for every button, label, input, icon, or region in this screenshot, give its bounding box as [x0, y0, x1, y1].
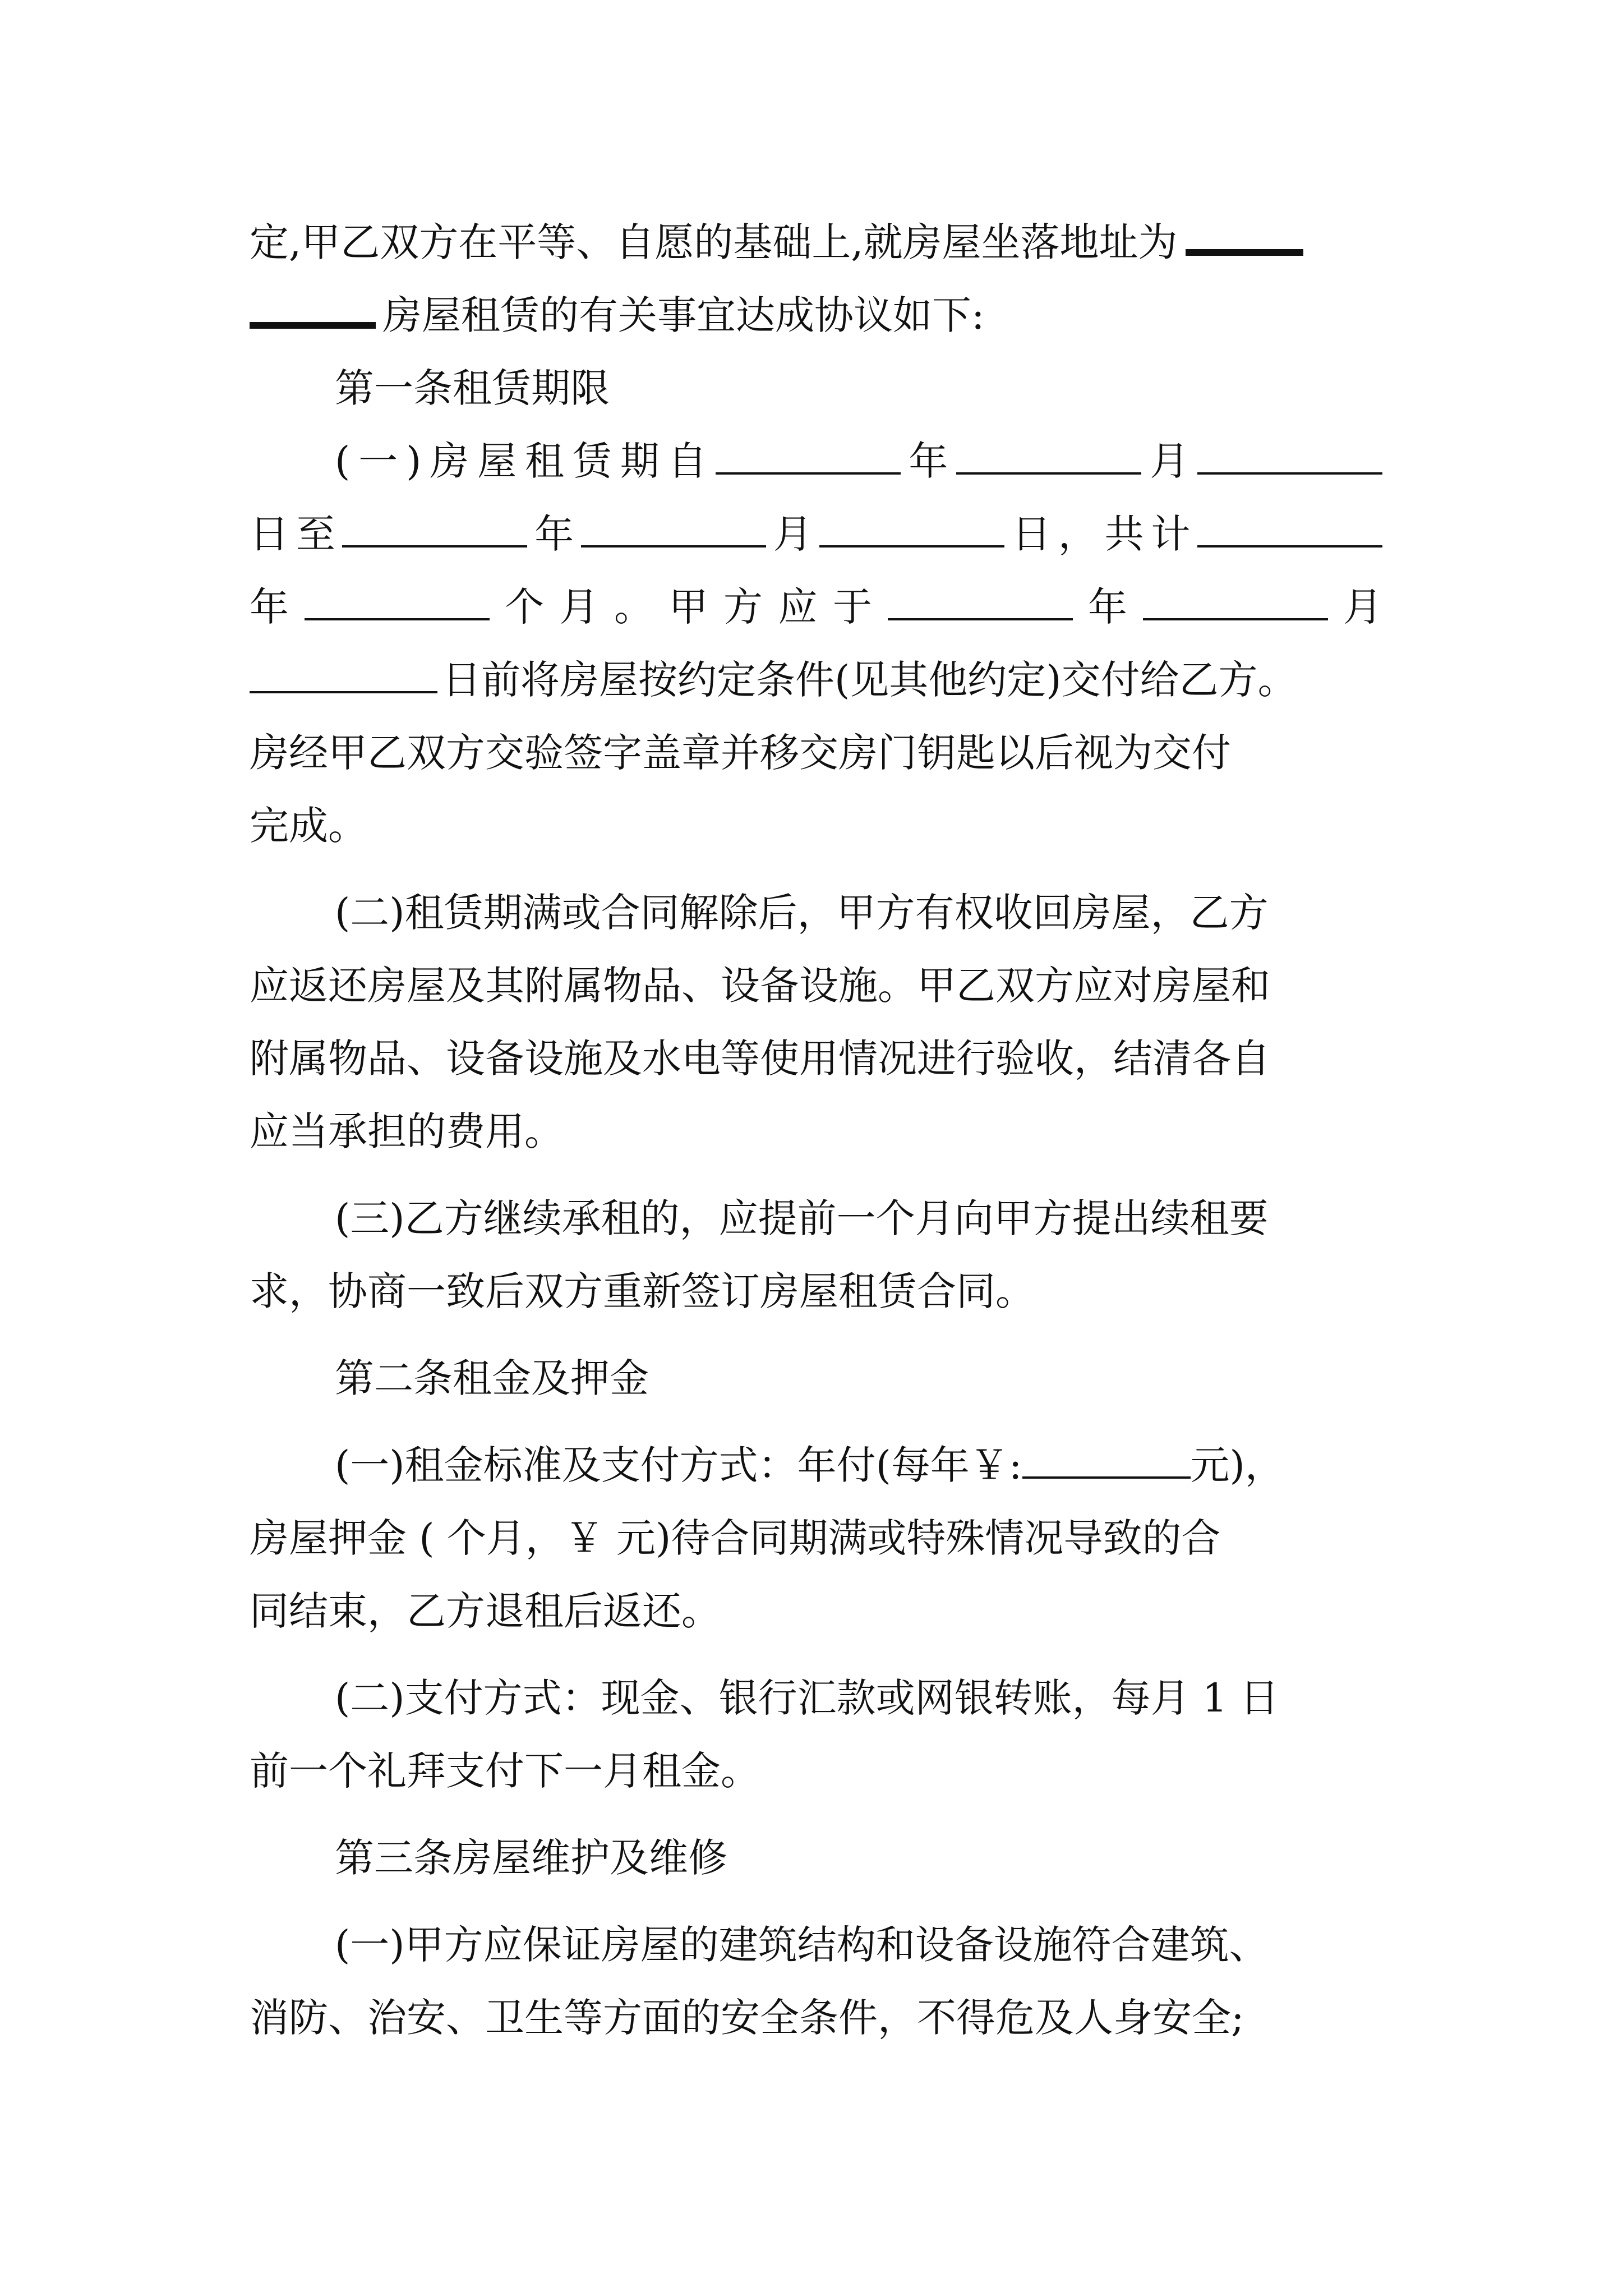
- date-blank: [819, 512, 1004, 547]
- paragraph-line: (一)租金标准及支付方式：年付(每年￥: 元)，: [335, 1442, 1284, 1488]
- paragraph-line: 应当承担的费用。: [250, 1108, 564, 1154]
- line-text: 定,甲乙双方在平等、自愿的基础上,就房屋坐落地址为: [250, 219, 1178, 265]
- duration-blank: [305, 585, 490, 620]
- date-blank: [1143, 585, 1328, 620]
- paragraph-line: 附属物品、设备设施及水电等使用情况进行验收，结清各自: [250, 1036, 1270, 1082]
- paragraph-line: (一)甲方应保证房屋的建筑结构和设备设施符合建筑、: [335, 1922, 1269, 1968]
- paragraph-line: (二)支付方式：现金、银行汇款或网银转账，每月 1 日: [335, 1675, 1279, 1721]
- date-blank: [342, 512, 527, 547]
- address-blank: [250, 288, 376, 329]
- date-blank: [888, 585, 1073, 620]
- paragraph-line: 年 个月。甲方应于 年 月: [250, 584, 1382, 630]
- article-heading: 第二条租金及押金: [335, 1355, 649, 1401]
- paragraph-line: [250, 215, 1382, 269]
- paragraph-line: (一)房屋租赁期自 年 月: [335, 434, 1382, 488]
- paragraph-line: 日前将房屋按约定条件(见其他约定)交付给乙方。: [250, 653, 1382, 707]
- duration-blank: [1197, 512, 1382, 547]
- paragraph-line: (二)租赁期满或合同解除后，甲方有权收回房屋，乙方: [335, 890, 1269, 936]
- paragraph-line: 消防、治安、卫生等方面的安全条件，不得危及人身安全;: [250, 1995, 1244, 2041]
- paragraph-line: 前一个礼拜支付下一月租金。: [250, 1748, 760, 1794]
- paragraph-line: [250, 288, 1382, 342]
- line-text: 房屋租赁的有关事宜达成协议如下:: [382, 292, 985, 338]
- rent-amount-blank: [1022, 1443, 1191, 1479]
- article-heading: 第三条房屋维护及维修: [335, 1835, 727, 1881]
- date-blank: [250, 657, 437, 693]
- address-blank: [1186, 215, 1303, 256]
- date-blank: [716, 439, 901, 475]
- paragraph-line: 应返还房屋及其附属物品、设备设施。甲乙双方应对房屋和: [250, 963, 1270, 1009]
- paragraph-line: 日至 年 月 日，共计: [250, 507, 1382, 561]
- date-blank: [1197, 439, 1382, 475]
- paragraph-line: 房经甲乙双方交验签字盖章并移交房门钥匙以后视为交付: [250, 730, 1231, 776]
- article-heading: 第一条租赁期限: [335, 365, 610, 411]
- paragraph-line: (三)乙方继续承租的，应提前一个月向甲方提出续租要: [335, 1195, 1269, 1241]
- paragraph-line: 同结束，乙方退租后返还。: [250, 1588, 721, 1634]
- paragraph-line: 房屋押金 ( 个月，￥ 元)待合同期满或特殊情况导致的合: [250, 1515, 1221, 1561]
- date-blank: [581, 512, 766, 547]
- paragraph-line: 求，协商一致后双方重新签订房屋租赁合同。: [250, 1268, 1035, 1314]
- paragraph-line: 完成。: [250, 803, 367, 849]
- date-blank: [956, 439, 1141, 475]
